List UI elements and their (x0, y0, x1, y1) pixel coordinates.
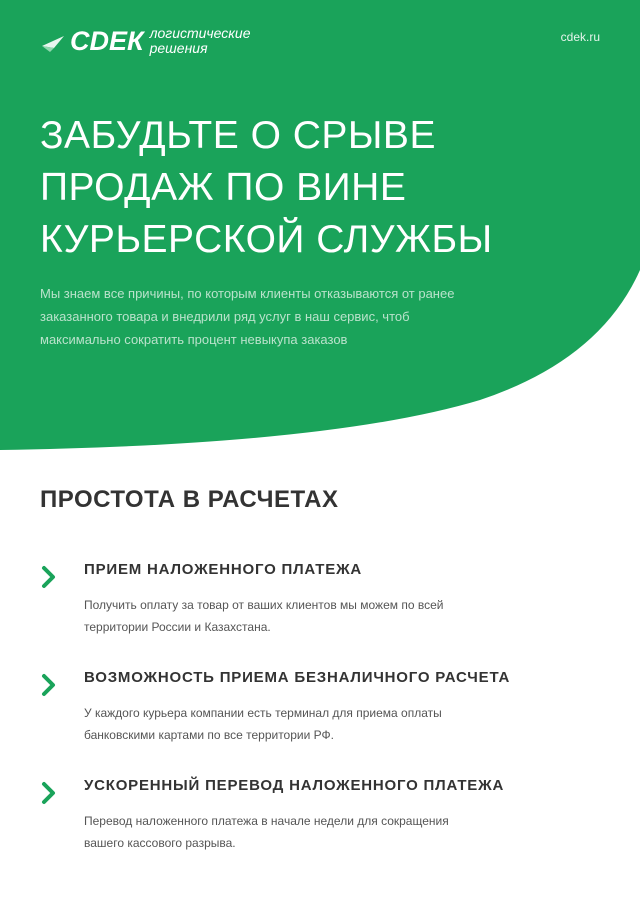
chevron-right-icon (40, 672, 58, 698)
section-title: ПРОСТОТА В РАСЧЕТАХ (40, 486, 339, 513)
hero-headline: ЗАБУДЬТЕ О СРЫВЕ ПРОДАЖ ПО ВИНЕ КУРЬЕРСКОЙ СЛУЖБЫ (40, 114, 493, 261)
header (40, 26, 600, 66)
logo-swoosh-icon (40, 28, 66, 54)
feature-title: УСКОРЕННЫЙ ПЕРЕВОД НАЛОЖЕННОГО ПЛАТЕЖА (84, 777, 505, 794)
cdek-logo[interactable] (40, 25, 251, 56)
feature-title: ВОЗМОЖНОСТЬ ПРИЕМА БЕЗНАЛИЧНОГО РАСЧЕТА (84, 669, 511, 686)
features-list (40, 560, 600, 884)
feature-title: ПРИЕМ НАЛОЖЕННОГО ПЛАТЕЖА (84, 561, 363, 578)
logo-wordmark: СDЕК (70, 25, 144, 56)
logo-subtitle: логистические решения (149, 25, 251, 56)
feature-item (40, 560, 600, 668)
feature-text: У каждого курьера компании есть терминал для приема оплаты банковскими картами по все территории РФ. (84, 706, 442, 742)
site-link[interactable]: cdek.ru (560, 30, 600, 44)
feature-text: Перевод наложенного платежа в начале недели для сокращения вашего кассового разрыва. (84, 814, 449, 850)
chevron-right-icon (40, 564, 58, 590)
hero-intro-text: Мы знаем все причины, по которым клиенты отказываются от ранее заказанного товара и внедрили ряд услуг в наш сервис, чтоб максимально сократить процент невыкупа заказов (40, 286, 455, 347)
feature-item (40, 776, 600, 884)
feature-item (40, 668, 600, 776)
chevron-right-icon (40, 780, 58, 806)
feature-text: Получить оплату за товар от ваших клиентов мы можем по всей территории России и Казахстана. (84, 598, 444, 634)
